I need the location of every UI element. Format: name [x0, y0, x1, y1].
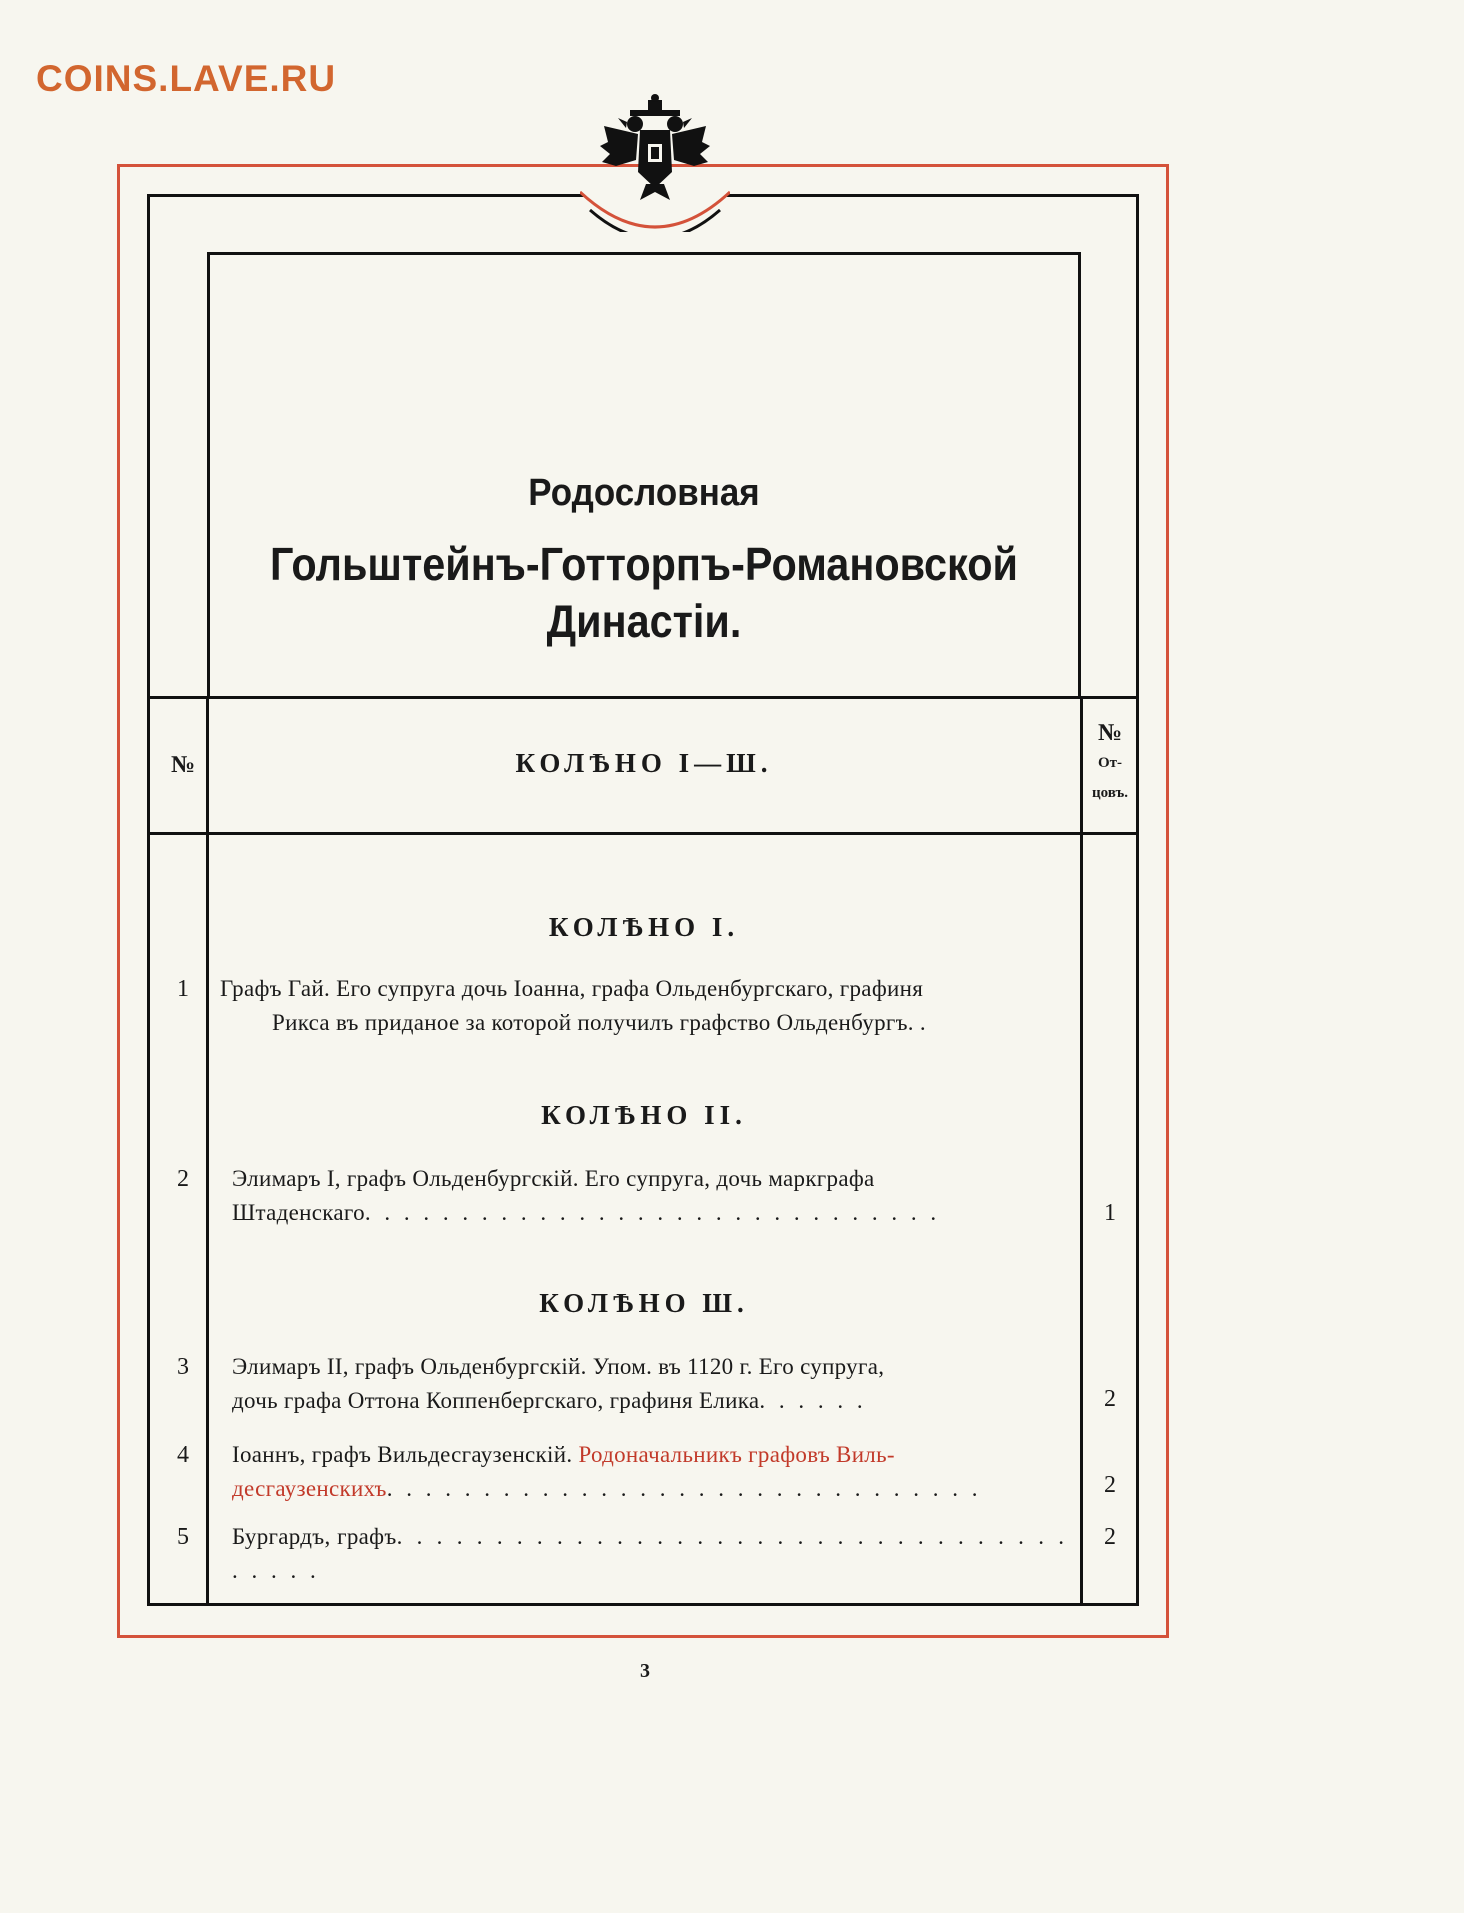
- title-dynasty: Династіи.: [546, 595, 742, 647]
- row-number: 5: [177, 1524, 189, 1550]
- table-top-rule: [147, 696, 1139, 699]
- watermark: COINS.LAVE.RU: [36, 58, 337, 99]
- page-number: 3: [640, 1660, 650, 1682]
- header-fathers-l1: От-: [1097, 755, 1123, 771]
- title-dynasty-name: Гольштейнъ-Готторпъ-Романовской: [270, 538, 1018, 590]
- table-right-divider: [1080, 696, 1083, 1604]
- row-father-ref: 2: [1104, 1472, 1116, 1498]
- row-line: Элимаръ II, графъ Ольденбургскій. Упом. въ 1120 г. Его супруга,: [232, 1354, 885, 1379]
- row-line: Штаденскаго. . . . . . . . . . . . . . . . . . . . . . . . . . . . . .: [232, 1200, 941, 1225]
- table-row: [232, 1162, 1068, 1230]
- row-line: Графъ Гай. Его супруга дочь Іоанна, графа Ольденбургскаго, графиня: [220, 976, 924, 1001]
- row-number: 2: [177, 1166, 189, 1192]
- row-line: Рикса въ приданое за которой получилъ графство Ольденбургъ. .: [272, 1010, 926, 1035]
- row-line: Бургардъ, графъ. . . . . . . . . . . . . . . . . . . . . . . . . . . . . . . . . . . . . . .: [232, 1524, 1068, 1583]
- row-line: Іоаннъ, графъ Вильдесгаузенскій. Родоначальникъ графовъ Виль-: [232, 1442, 895, 1467]
- header-number: №: [170, 752, 196, 778]
- header-fathers-number: [1082, 718, 1138, 808]
- section-heading: КОЛѢНО Ш.: [539, 1288, 749, 1318]
- table-row: [232, 1350, 1068, 1418]
- row-father-ref: 2: [1104, 1524, 1116, 1550]
- section-heading: КОЛѢНО I.: [548, 912, 740, 942]
- row-line: дочь графа Оттона Коппенбергскаго, графиня Елика. . . . . .: [232, 1388, 867, 1413]
- row-number: 1: [177, 976, 189, 1002]
- table-row: [220, 972, 1068, 1040]
- row-number: 4: [177, 1442, 189, 1468]
- title-genealogy: Родословная: [528, 472, 760, 514]
- double-headed-eagle-icon: [580, 92, 730, 232]
- table-header-rule: [147, 832, 1139, 835]
- row-father-ref: 1: [1104, 1200, 1116, 1226]
- table-row: [232, 1438, 1068, 1506]
- row-number: 3: [177, 1354, 189, 1380]
- row-line: десгаузенскихъ. . . . . . . . . . . . . . . . . . . . . . . . . . . . . . .: [232, 1476, 982, 1501]
- header-fathers-l2: цовъ.: [1092, 785, 1128, 801]
- row-father-ref: 2: [1104, 1386, 1116, 1412]
- row-line: Элимаръ I, графъ Ольденбургскій. Его супруга, дочь маркграфа: [232, 1166, 875, 1191]
- table-row: [232, 1520, 1068, 1588]
- header-title: КОЛѢНО I—Ш.: [515, 748, 773, 778]
- section-heading: КОЛѢНО II.: [541, 1100, 747, 1130]
- header-fathers-no: №: [1097, 720, 1123, 746]
- table-left-divider: [206, 696, 209, 1604]
